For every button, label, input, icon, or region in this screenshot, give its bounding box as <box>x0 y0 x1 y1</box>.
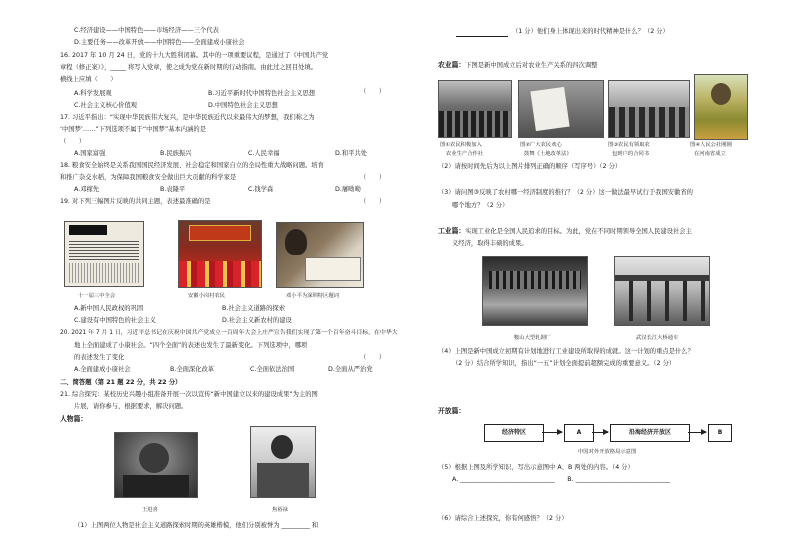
q16-option-c: C.社会主义核心价值观 <box>74 102 138 109</box>
person-silhouette <box>285 229 307 255</box>
crowd-drummers <box>179 261 261 287</box>
photo-land-reform <box>518 80 604 138</box>
renwu-heading: 人物篇： <box>60 415 88 423</box>
caption-2b: 鼓舞《土地改革法》 <box>524 151 572 157</box>
newspaper-columns <box>69 263 139 283</box>
figure-head <box>271 435 293 459</box>
box-b: B <box>708 424 732 442</box>
newspaper-masthead-block <box>69 225 107 235</box>
section-two-heading: 二、简答题（第 21 题 22 分，共 22 分） <box>60 379 182 386</box>
q17-text-1: 17. 习近平指出：“实现中华民族伟大复兴，是中华民族近代以来最伟大的梦想，我们称之为 <box>60 114 315 121</box>
q20-text-2: 地上全面建成了小康社会。“四个全面”的表述也发生了最新变化。下列选项中，哪项 <box>74 342 308 349</box>
wuhan-bridge-photo <box>614 256 710 326</box>
box-special-economic-zone: 经济特区 <box>484 424 544 442</box>
q21-part6: （6）请综合上述探究，你有何感悟？（2 分） <box>438 515 568 522</box>
q16-text-1: 16. 2017 年 10 月 24 日，党的十九大胜利闭幕。其中的一项重要议程，是通过了《中国共产党 <box>60 52 329 59</box>
caption-4b: 在河南省成立 <box>694 151 726 157</box>
caption-4a: 图④人民公社刚刚 <box>690 142 732 148</box>
red-banner <box>189 225 251 241</box>
q21-part5-answer-lines: A. ______________________________ B. ______________________________ <box>452 476 671 483</box>
q20-text-1: 20. 2021 年 7 月 1 日，习近平总书记在庆祝中国共产党成立一百周年大会上庄严宣告我们实现了第一个百年奋斗目标，在中华大 <box>60 330 398 336</box>
caption-anshan: 鞍山大型轧钢厂 <box>514 335 552 341</box>
crowd <box>439 111 511 137</box>
xiaogang-village-photo <box>178 220 262 288</box>
q16-option-a: A.科学发展观 <box>74 90 112 97</box>
q16-answer-bracket: （ ） <box>360 88 386 95</box>
q16-option-d: D.中国特色社会主义思想 <box>208 102 278 109</box>
q19-option-d: D.社会主义新农村的建设 <box>222 317 292 324</box>
option-c-line: C.经济建设——中国特色——市场经济——三个代表 <box>74 27 219 34</box>
q19-option-a: A.新中国人民政权的巩固 <box>74 305 144 312</box>
gongye-line <box>438 228 692 235</box>
caption-1b: 农业生产合作社 <box>446 151 484 157</box>
newspaper-headline-lines <box>69 240 139 260</box>
caption-wang-jinxi: 王进喜 <box>142 507 158 513</box>
deng-calligraphy-photo <box>276 222 364 288</box>
q20-option-b: B.全面深化改革 <box>170 366 215 373</box>
q21-part5: （5）根据上图及所学知识，写出示意图中 A、B 两处的内容。（4 分） <box>438 464 634 471</box>
land-reform-document <box>530 87 569 131</box>
q21-part4-text-1: （4）上图是新中国成立初期有计划地进行工业建设所取得的成就。这一计划的重点是什么？ <box>438 348 694 355</box>
q17-text-3: （ ） <box>60 138 86 145</box>
calligraphy-paper <box>305 257 361 281</box>
gongye-intro-2: 义经济，取得丰硕的成果。 <box>452 240 528 247</box>
q18-option-c: C.钱学森 <box>248 186 274 193</box>
q21-text-2: 片展，请你参与，根据要求，解决问题。 <box>74 403 188 410</box>
photo-contract <box>608 80 690 138</box>
kaifang-heading: 开放篇： <box>438 407 466 415</box>
q18-answer-bracket: （ ） <box>360 174 386 181</box>
anshan-steel-photo <box>482 256 588 326</box>
caption-2a: 图②广大农民欢心 <box>520 142 562 148</box>
q17-option-d: D.和平共处 <box>335 150 368 157</box>
option-d-line: D.主要任务——改革开放——中国特色——全面建成小康社会 <box>74 39 245 46</box>
photo-cooperative <box>438 80 512 138</box>
q17-option-c: C.人民幸福 <box>248 150 280 157</box>
q16-text-2: 章程（修正案）》，_____ 将写入党章，使之成为党在新时期的行动指南。由此过之回目处填。 <box>60 64 318 71</box>
newspaper-photo <box>64 221 144 287</box>
nongye-heading: 农业篇： <box>438 61 466 69</box>
q17-option-b: B.民族振兴 <box>160 150 192 157</box>
nongye-intro: 下图是新中国成立后对农业生产关系的四次调整 <box>465 62 598 69</box>
box-a: A <box>564 424 594 442</box>
q19-answer-bracket: （ ） <box>360 198 386 205</box>
caption-wuhan-bridge: 武汉长江大桥通车 <box>636 335 679 341</box>
farmer-figure <box>711 83 731 105</box>
caption-third-plenum: 十一届三中全会 <box>78 293 116 299</box>
q21-text-1: 21. 综合探究：某校历史兴趣小组准备开展一次以宣传“新中国建立以来的建设成果”为主的图 <box>60 391 318 398</box>
figure-body <box>123 475 189 497</box>
figure-body <box>257 463 309 497</box>
bridge-piers <box>615 281 709 321</box>
factory-structure <box>489 271 581 289</box>
q18-text-1: 18. 粮食安全始终是关系我国国民经济发展、社会稳定和国家自立的全局性重大战略问题。培育 <box>60 162 324 169</box>
q17-option-a: A.国家富强 <box>74 150 106 157</box>
q16-option-b: B.习近平新时代中国特色社会主义思想 <box>208 90 316 97</box>
q19-text: 19. 对下列三幅图片反映的共同主题，表述最准确的是 <box>60 198 211 205</box>
caption-3a: 图③农民有领取农 <box>608 142 650 148</box>
q21-part2: （2）请按时间先后为以上图片排列正确的顺序（写序号）（2 分） <box>438 163 622 170</box>
q18-option-d: D.屠呦呦 <box>335 186 361 193</box>
arrow-1 <box>542 432 562 433</box>
crowd <box>609 107 689 137</box>
wang-jinxi-photo <box>114 432 198 498</box>
q20-answer-bracket: （ ） <box>360 354 386 361</box>
q21-part1-text: （1）上图两位人物是社会主义道路探索时期的英雄楷模，他们分别被誉为 _________ 和 <box>74 522 319 529</box>
q19-option-b: B.社会主义道路的探索 <box>222 305 285 312</box>
q16-text-3: 横线上应填（ ） <box>60 76 117 83</box>
answer-line <box>456 30 508 37</box>
q20-option-c: C.全面依法治国 <box>250 366 295 373</box>
q20-text-3: 的表述发生了变化 <box>74 354 125 361</box>
q20-option-d: D.全面从严治党 <box>328 366 373 373</box>
q21-part1-continuation: （1 分）他们身上体现出来的时代精神是什么？（2 分） <box>512 28 669 35</box>
q18-option-a: A.邓稼先 <box>74 186 100 193</box>
caption-jiao-yulu: 焦裕禄 <box>272 507 288 513</box>
diagram-caption: 中国对外开放格局示意图 <box>578 449 637 455</box>
q20-option-a: A.全面建成小康社会 <box>74 366 131 373</box>
arrow-2 <box>592 432 608 433</box>
gongye-intro-1: 实现工业化是全国人民追求的目标。为此，党在不同时期领导全国人民建设社会主 <box>465 228 692 235</box>
arrow-3 <box>688 432 706 433</box>
q19-option-c: C.建设有中国特色的社会主义 <box>74 317 156 324</box>
box-coastal-open-zone: 沿海经济开放区 <box>610 424 690 442</box>
nongye-line <box>438 62 597 69</box>
q17-text-2: ‘中国梦’……”下列选项不属于“中国梦”基本内涵的是 <box>60 126 207 133</box>
caption-3b: 包到户的合同书 <box>612 151 650 157</box>
caption-deng-inscription: 邓小平为深圳特区题词 <box>286 293 339 299</box>
q18-text-2: 和推广杂交水稻，为保障我国粮食安全做出巨大贡献的科学家是 <box>60 174 237 181</box>
q18-option-b: B.袁隆平 <box>160 186 186 193</box>
caption-xiaogang: 安徽小岗村农民 <box>188 293 226 299</box>
photo-peoples-commune <box>694 74 748 140</box>
q21-part3-text-2: 哪个地方？（2 分） <box>452 202 509 209</box>
caption-1a: 图①农民积极加入 <box>440 142 482 148</box>
q21-part3-text-1: （3）请问图③反映了农村哪一经济制度的推行？（2 分）这一做法最早试行于我国安徽省的 <box>438 189 693 196</box>
jiao-yulu-photo <box>250 426 316 498</box>
gongye-heading: 工业篇： <box>438 227 466 235</box>
figure-head <box>139 443 169 473</box>
q21-part4-text-2: （2 分）结合所学知识，指出“一五”计划全面提前超额完成的重要意义。（2 分） <box>452 360 676 367</box>
